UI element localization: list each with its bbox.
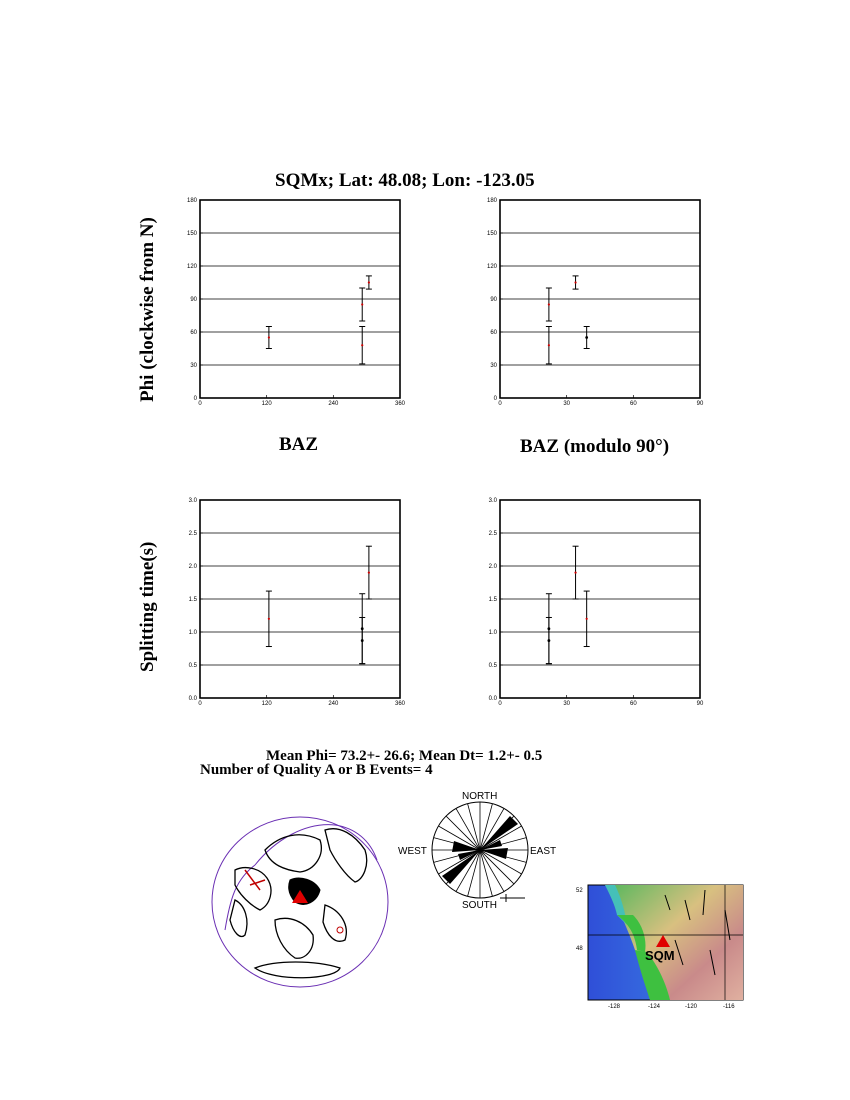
y-tick-label: 90 (490, 297, 497, 303)
y-tick-label: 2.5 (188, 531, 197, 537)
y-tick-label: 3.0 (488, 498, 497, 504)
rose-wheel (432, 802, 528, 898)
y-tick-label: 1.0 (488, 630, 497, 636)
map-lon-tick-120: -120 (685, 1004, 698, 1010)
y-tick-label: 1.5 (488, 597, 497, 603)
stats-mean: Mean Phi= 73.2+- 26.6; Mean Dt= 1.2+- 0.5 (266, 748, 543, 764)
x-tick-label: 120 (261, 401, 272, 406)
x-tick-label: 240 (328, 701, 339, 706)
x-tick-label: 90 (696, 401, 704, 406)
y-tick-label: 0.0 (488, 696, 497, 702)
data-point (585, 336, 588, 339)
ylabel-phi: Phi (clockwise from N) (137, 217, 158, 402)
data-point (574, 281, 576, 283)
page-title: SQMx; Lat: 48.08; Lon: -123.05 (275, 170, 535, 191)
rose-east-label: EAST (530, 846, 557, 857)
map-lon-tick-128: -128 (608, 1004, 621, 1010)
x-tick-label: 30 (563, 401, 571, 406)
chart-dt-vs-baz-mod90 (480, 492, 720, 706)
y-tick-label: 120 (186, 264, 197, 270)
y-tick-label: 2.5 (488, 531, 497, 537)
x-tick-label: 360 (394, 401, 406, 406)
y-tick-label: 0 (493, 396, 497, 402)
station-label: SQM (645, 948, 675, 963)
y-tick-label: 180 (486, 198, 497, 204)
chart-dt-vs-baz (180, 492, 420, 706)
chart-phi-vs-baz-mod90 (480, 192, 720, 406)
data-point (268, 336, 270, 338)
chart-phi-vs-baz (180, 192, 420, 406)
y-tick-label: 60 (490, 330, 497, 336)
y-tick-label: 30 (190, 363, 197, 369)
y-tick-label: 0.0 (188, 696, 197, 702)
x-tick-label: 60 (629, 701, 637, 706)
y-tick-label: 60 (190, 330, 197, 336)
rose-south-label: SOUTH (462, 900, 497, 911)
regional-map (575, 880, 745, 1010)
x-tick-label: 0 (198, 401, 202, 406)
stats-event-count: Number of Quality A or B Events= 4 (200, 762, 433, 778)
data-point (268, 618, 270, 620)
data-point (361, 344, 363, 346)
y-tick-label: 1.5 (188, 597, 197, 603)
map-lat-tick-48: 48 (576, 946, 583, 952)
data-point (548, 344, 550, 346)
data-point (368, 572, 370, 574)
data-point (547, 627, 550, 630)
y-tick-label: 30 (490, 363, 497, 369)
rose-north-label: NORTH (462, 791, 498, 802)
ylabel-splitting-time: Splitting time(s) (137, 541, 158, 672)
x-tick-label: 60 (629, 401, 637, 406)
rose-diagram (395, 788, 570, 913)
rose-west-label: WEST (398, 846, 427, 857)
y-tick-label: 2.0 (488, 564, 497, 570)
x-tick-label: 30 (563, 701, 571, 706)
y-tick-label: 150 (486, 231, 497, 237)
x-tick-label: 0 (198, 701, 202, 706)
map-lon-tick-124: -124 (648, 1004, 661, 1010)
y-tick-label: 0.5 (488, 663, 497, 669)
x-tick-label: 90 (696, 701, 704, 706)
y-tick-label: 3.0 (188, 498, 197, 504)
y-tick-label: 2.0 (188, 564, 197, 570)
map-lat-tick-52: 52 (576, 888, 583, 894)
data-point (574, 572, 576, 574)
globe-map (205, 810, 395, 995)
xlabel-baz-modulo: BAZ (modulo 90°) (520, 436, 670, 457)
x-tick-label: 0 (498, 701, 502, 706)
x-tick-label: 120 (261, 701, 272, 706)
y-tick-label: 120 (486, 264, 497, 270)
x-tick-label: 240 (328, 401, 339, 406)
data-point (361, 627, 364, 630)
data-point (361, 303, 363, 305)
data-point (368, 281, 370, 283)
y-tick-label: 180 (186, 198, 197, 204)
data-point (586, 618, 588, 620)
x-tick-label: 0 (498, 401, 502, 406)
data-point (548, 303, 550, 305)
y-tick-label: 1.0 (188, 630, 197, 636)
x-tick-label: 360 (394, 701, 406, 706)
xlabel-baz: BAZ (279, 434, 319, 455)
y-tick-label: 90 (190, 297, 197, 303)
y-tick-label: 0 (193, 396, 197, 402)
y-tick-label: 150 (186, 231, 197, 237)
y-tick-label: 0.5 (188, 663, 197, 669)
map-lon-tick-116: -116 (723, 1004, 735, 1010)
